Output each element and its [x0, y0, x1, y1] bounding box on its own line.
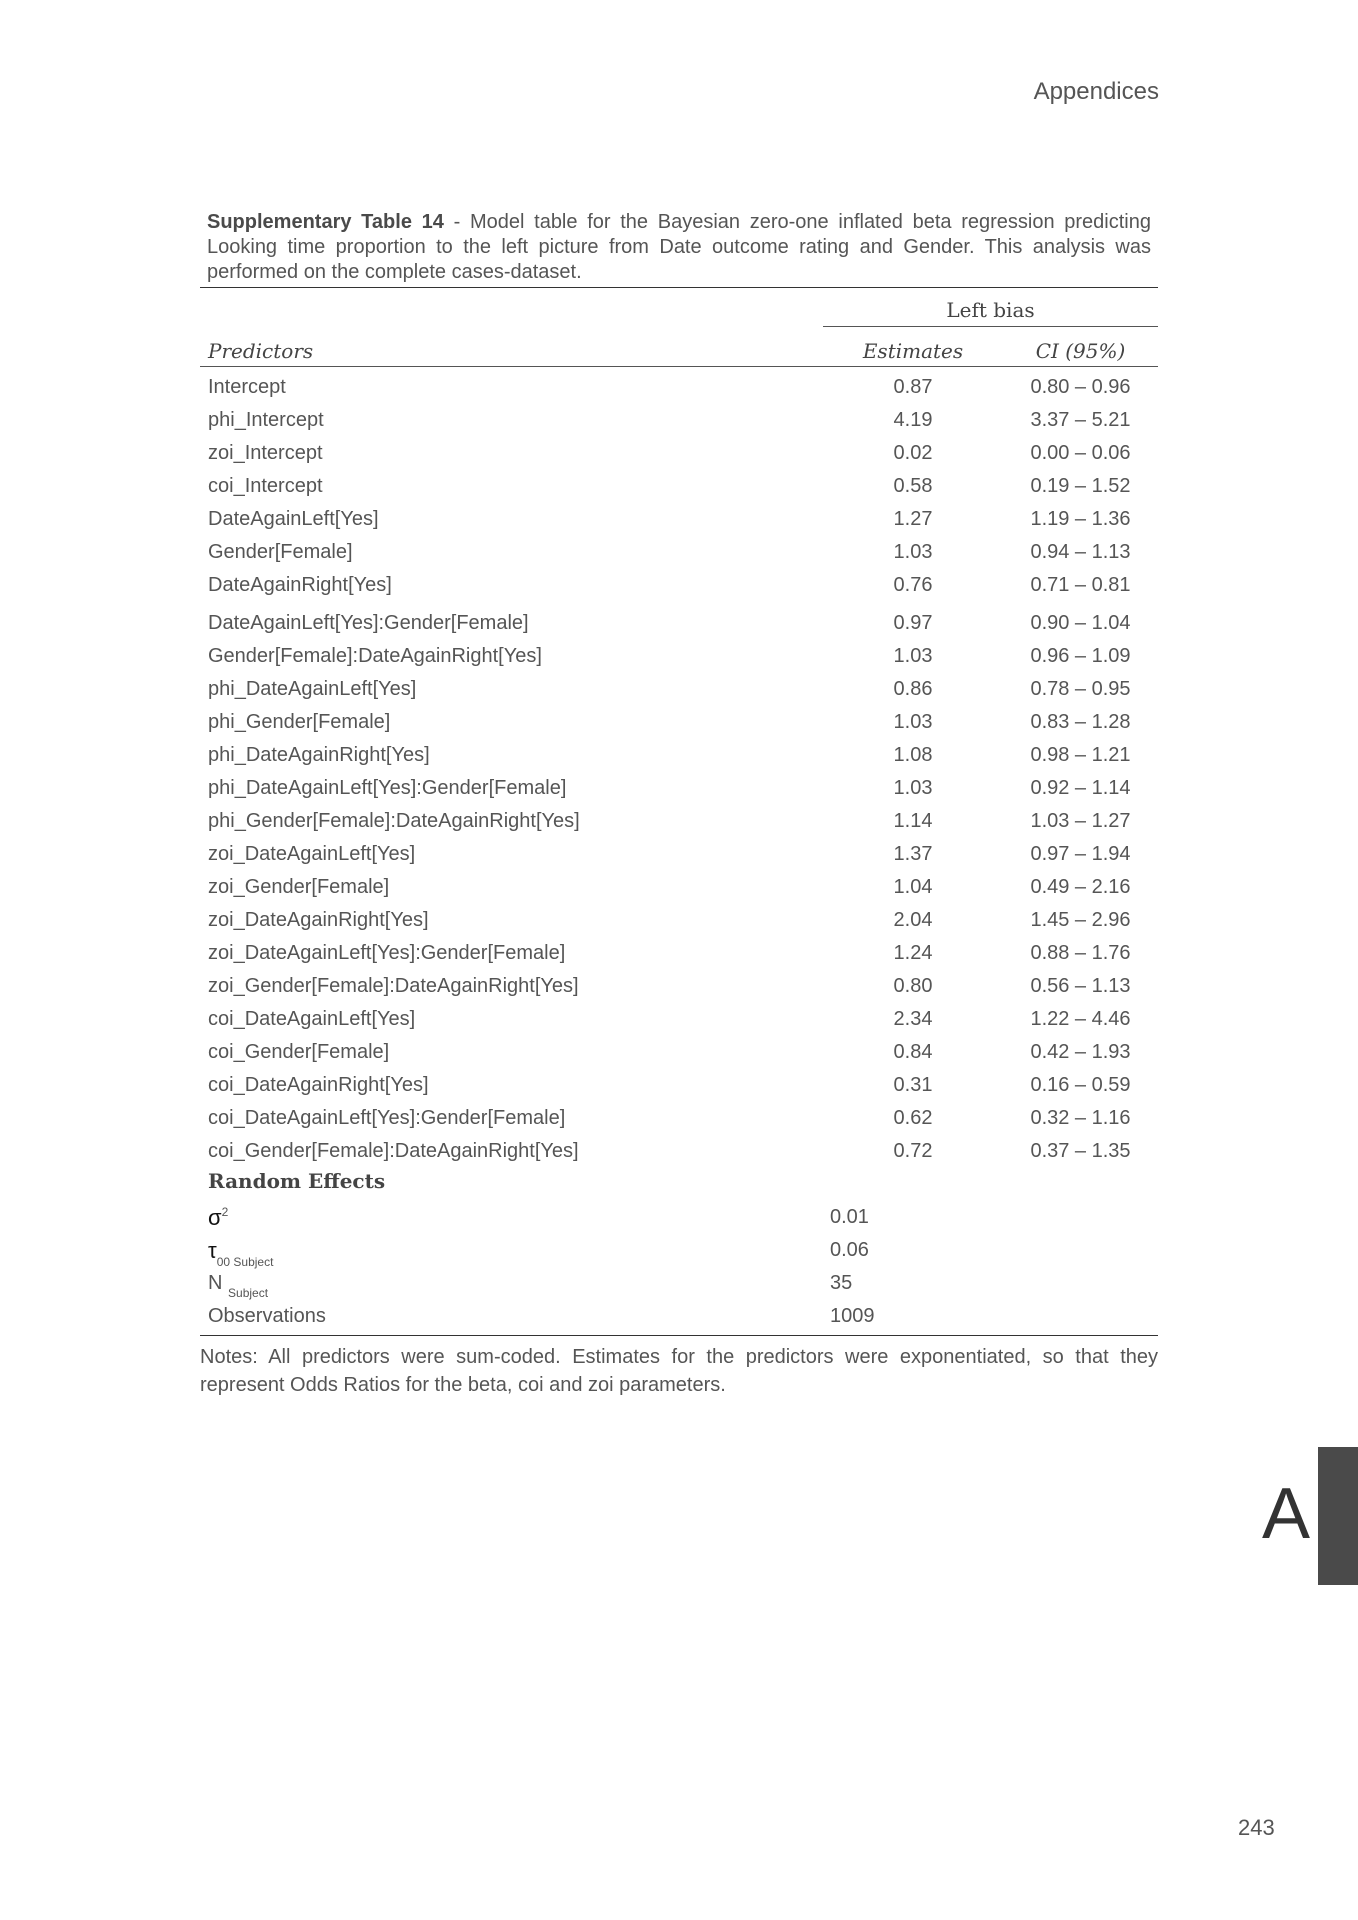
table-top-rule [200, 287, 1158, 288]
chapter-letter: A [1262, 1474, 1311, 1554]
ci-cell: 0.49 – 2.16 [1030, 876, 1131, 898]
predictor-cell: zoi_DateAgainLeft[Yes]:Gender[Female] [208, 942, 566, 964]
predictor-cell: zoi_Gender[Female]:DateAgainRight[Yes] [208, 975, 579, 997]
table-row [200, 838, 1158, 871]
predictor-cell: coi_Gender[Female] [208, 1041, 390, 1063]
table-row [200, 437, 1158, 470]
table-row [200, 673, 1158, 706]
table-row [200, 569, 1158, 602]
predictor-cell: zoi_DateAgainLeft[Yes] [208, 843, 416, 865]
re-row-n [200, 1267, 1158, 1300]
table-body [200, 371, 1158, 1168]
estimate-cell: 0.86 [893, 678, 933, 700]
predictor-cell: zoi_DateAgainRight[Yes] [208, 909, 429, 931]
estimate-cell: 0.80 [893, 975, 933, 997]
predictor-cell: zoi_Intercept [208, 442, 323, 464]
estimate-cell: 4.19 [893, 409, 933, 431]
ci-cell: 1.19 – 1.36 [1030, 508, 1131, 530]
ci-cell: 1.03 – 1.27 [1030, 810, 1131, 832]
group-header-rule [823, 326, 1158, 327]
re-value-tau: 0.06 [830, 1239, 869, 1261]
ci-cell: 0.98 – 1.21 [1030, 744, 1131, 766]
re-value-n: 35 [830, 1272, 853, 1294]
predictor-cell: zoi_Gender[Female] [208, 876, 390, 898]
predictor-cell: phi_Intercept [208, 409, 324, 431]
ci-cell: 0.56 – 1.13 [1030, 975, 1131, 997]
estimate-cell: 1.08 [893, 744, 933, 766]
predictor-cell: phi_DateAgainLeft[Yes] [208, 678, 417, 700]
table-row [200, 970, 1158, 1003]
table-row [200, 1003, 1158, 1036]
estimate-cell: 0.76 [893, 574, 933, 596]
caption-label: Supplementary Table 14 [207, 211, 444, 233]
ci-cell: 1.45 – 2.96 [1030, 909, 1131, 931]
ci-cell: 0.19 – 1.52 [1030, 475, 1131, 497]
predictor-cell: DateAgainRight[Yes] [208, 574, 392, 596]
table-row [200, 739, 1158, 772]
table-caption [207, 210, 1151, 285]
ci-cell: 0.97 – 1.94 [1030, 843, 1131, 865]
ci-cell: 3.37 – 5.21 [1030, 409, 1131, 431]
ci-cell: 0.32 – 1.16 [1030, 1107, 1131, 1129]
ci-cell: 0.80 – 0.96 [1030, 376, 1131, 398]
predictor-cell: phi_Gender[Female] [208, 711, 391, 733]
header-rule [200, 366, 1158, 367]
column-header-predictors: Predictors [208, 339, 314, 363]
predictor-cell: coi_DateAgainLeft[Yes]:Gender[Female] [208, 1107, 566, 1129]
ci-cell: 0.37 – 1.35 [1030, 1140, 1131, 1162]
ci-cell: 0.78 – 0.95 [1030, 678, 1131, 700]
group-header-left-bias: Left bias [946, 298, 1035, 322]
estimate-cell: 0.02 [893, 442, 933, 464]
estimate-cell: 0.31 [893, 1074, 933, 1096]
table-row [200, 607, 1158, 640]
ci-cell: 0.83 – 1.28 [1030, 711, 1131, 733]
table-row [200, 772, 1158, 805]
estimate-cell: 1.03 [893, 541, 933, 563]
ci-cell: 0.90 – 1.04 [1030, 612, 1131, 634]
random-effects-title: Random Effects [208, 1169, 386, 1193]
column-header-estimates: Estimates [862, 339, 964, 363]
predictor-cell: Gender[Female] [208, 541, 353, 563]
estimate-cell: 1.04 [893, 876, 933, 898]
caption-text: - Model table for the Bayesian zero-one inflated beta regression predicting Looking time proportion to the left picture from Date outcome rating and Gender. This analysis was performed on the complete cases-dataset. [207, 211, 1151, 283]
predictor-cell: coi_DateAgainRight[Yes] [208, 1074, 429, 1096]
predictor-cell: coi_DateAgainLeft[Yes] [208, 1008, 416, 1030]
ci-cell: 0.00 – 0.06 [1030, 442, 1131, 464]
table-row [200, 937, 1158, 970]
estimate-cell: 1.03 [893, 645, 933, 667]
table-row [200, 470, 1158, 503]
table-row [200, 503, 1158, 536]
ci-cell: 0.88 – 1.76 [1030, 942, 1131, 964]
predictor-cell: DateAgainLeft[Yes] [208, 508, 379, 530]
ci-cell: 0.71 – 0.81 [1030, 574, 1131, 596]
estimate-cell: 1.37 [893, 843, 933, 865]
re-row-tau [200, 1234, 1158, 1267]
estimate-cell: 1.03 [893, 711, 933, 733]
ci-cell: 0.16 – 0.59 [1030, 1074, 1131, 1096]
n-symbol: N [208, 1272, 223, 1294]
estimate-cell: 0.87 [893, 376, 933, 398]
re-label-tau [208, 1234, 273, 1271]
table-row [200, 1069, 1158, 1102]
estimate-cell: 0.97 [893, 612, 933, 634]
estimate-cell: 0.62 [893, 1107, 933, 1129]
table-row [200, 1036, 1158, 1069]
estimate-cell: 0.72 [893, 1140, 933, 1162]
re-row-sigma [200, 1201, 1158, 1234]
ci-cell: 0.96 – 1.09 [1030, 645, 1131, 667]
re-row-observations [200, 1300, 1158, 1333]
predictor-cell: Intercept [208, 376, 286, 398]
ci-cell: 1.22 – 4.46 [1030, 1008, 1131, 1030]
estimate-cell: 1.27 [893, 508, 933, 530]
estimate-cell: 0.58 [893, 475, 933, 497]
sigma-symbol: σ [208, 1205, 222, 1230]
table-row [200, 904, 1158, 937]
re-label-observations: Observations [208, 1305, 326, 1327]
ci-cell: 0.94 – 1.13 [1030, 541, 1131, 563]
table-row [200, 871, 1158, 904]
chapter-side-tab [1318, 1447, 1358, 1585]
sigma-superscript: 2 [221, 1205, 229, 1219]
table-row [200, 1102, 1158, 1135]
page-number: 243 [1238, 1815, 1275, 1840]
re-value-observations: 1009 [830, 1305, 875, 1327]
re-value-sigma: 0.01 [830, 1206, 869, 1228]
estimate-cell: 1.24 [893, 942, 933, 964]
predictor-cell: coi_Gender[Female]:DateAgainRight[Yes] [208, 1140, 579, 1162]
table-row [200, 371, 1158, 404]
table-row [200, 536, 1158, 569]
re-label-sigma [208, 1201, 228, 1238]
predictor-cell: phi_Gender[Female]:DateAgainRight[Yes] [208, 810, 580, 832]
ci-cell: 0.92 – 1.14 [1030, 777, 1131, 799]
table-bottom-rule [200, 1335, 1158, 1336]
table-row [200, 640, 1158, 673]
predictor-cell: phi_DateAgainRight[Yes] [208, 744, 430, 766]
predictor-cell: Gender[Female]:DateAgainRight[Yes] [208, 645, 542, 667]
column-header-ci: CI (95%) [1035, 339, 1126, 363]
predictor-cell: DateAgainLeft[Yes]:Gender[Female] [208, 612, 529, 634]
table-row [200, 805, 1158, 838]
running-header: Appendices [1033, 78, 1159, 105]
tau-subscript: 00 Subject [216, 1255, 274, 1269]
n-subscript: Subject [228, 1286, 269, 1300]
ci-cell: 0.42 – 1.93 [1030, 1041, 1131, 1063]
table-row [200, 404, 1158, 437]
table-notes: Notes: All predictors were sum-coded. Estimates for the predictors were exponentiated, so that they represent Odds Ratios for the beta, coi and zoi parameters. [200, 1346, 1158, 1396]
estimate-cell: 2.34 [893, 1008, 933, 1030]
re-label-n [208, 1267, 268, 1302]
tau-symbol: τ [208, 1238, 217, 1263]
estimate-cell: 1.03 [893, 777, 933, 799]
estimate-cell: 2.04 [893, 909, 933, 931]
table-row [200, 1135, 1158, 1168]
estimate-cell: 1.14 [893, 810, 933, 832]
table-row [200, 706, 1158, 739]
estimate-cell: 0.84 [893, 1041, 933, 1063]
predictor-cell: coi_Intercept [208, 475, 323, 497]
predictor-cell: phi_DateAgainLeft[Yes]:Gender[Female] [208, 777, 567, 799]
